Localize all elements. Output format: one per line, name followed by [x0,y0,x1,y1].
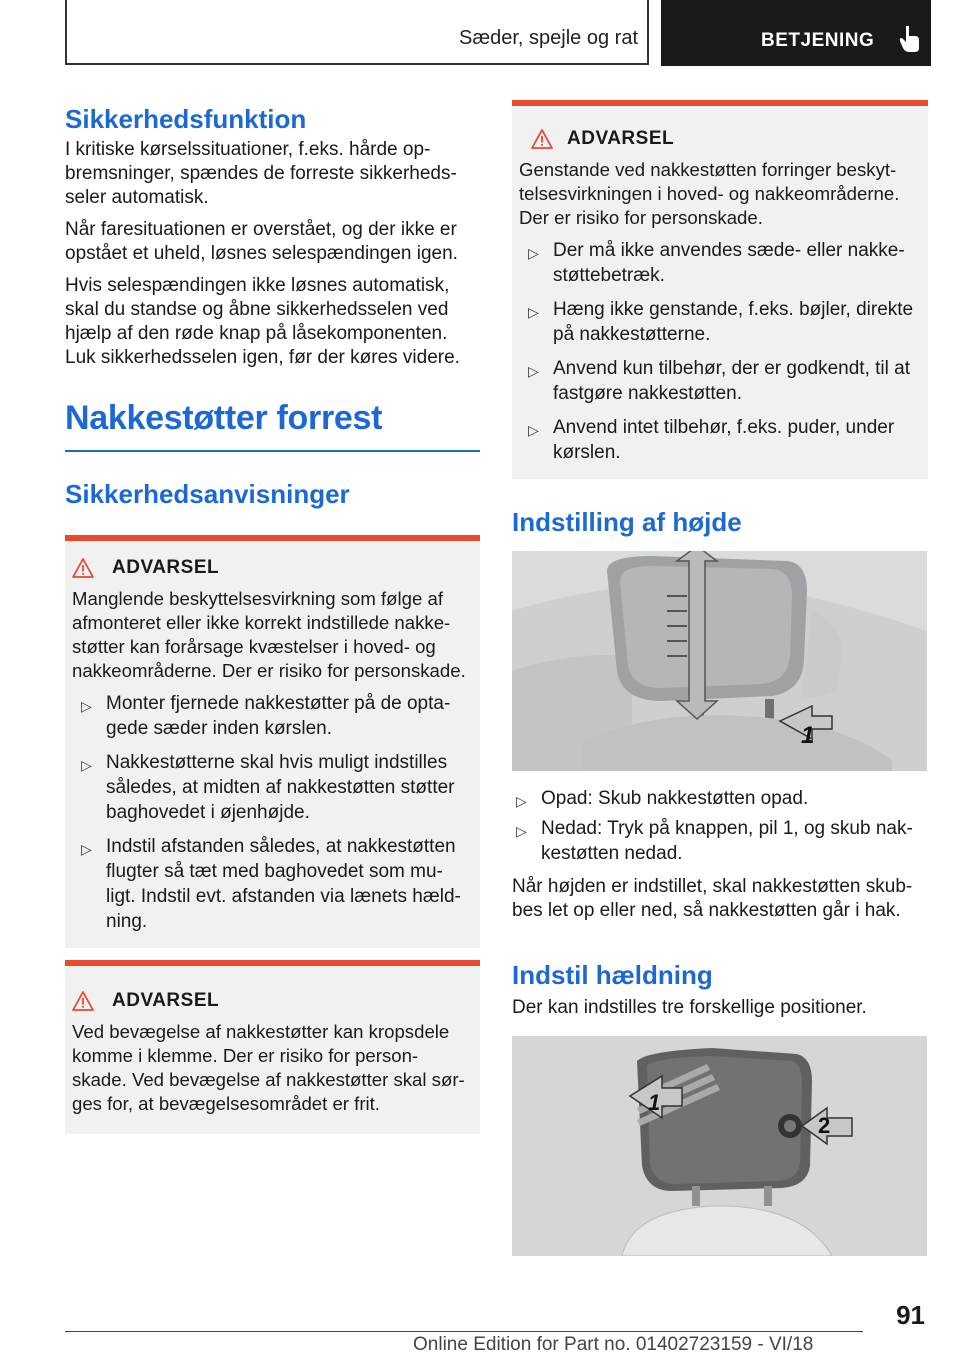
triangle-bullet-icon: ▷ [528,304,539,320]
warning-box-2 [65,960,480,1134]
pointing-hand-icon [897,24,923,54]
warning-title: ADVARSEL [112,990,220,1011]
warning-triangle-icon [531,129,553,149]
warning-text: Genstande ved nakkestøtten forringer beskyt-telsesvirkningen i hoved- og nakkeområderne. Der er risiko for personskade. [519,159,900,228]
safety-paragraph-1: I kritiske kørselssituationer, f.eks. hårde op-bremsninger, spændes de forreste sikkerheds-seler automatisk. [65,139,457,208]
arrow-label-1: 1 [801,722,815,749]
header-divider-right [647,0,649,65]
height-adjustment-heading: Indstilling af højde [512,507,742,537]
header-divider-left [65,0,67,65]
triangle-bullet-icon: ▷ [516,793,527,809]
list-item: ▷ Anvend intet tilbehør, f.eks. puder, under kørslen. [528,417,895,463]
height-steps-list [512,786,928,866]
warning-text: Ved bevægelse af nakkestøtter kan kropsdele komme i klemme. Der er risiko for person-skade. Ved bevægelse af nakkestøtter skal sør-ges for, at bevægelsesområdet er frit. [72,1021,465,1114]
edition-footer: Online Edition for Part no. 01402723159 - VI/18 [413,1334,814,1355]
triangle-bullet-icon: ▷ [528,245,539,261]
header-chapter-label: BETJENING [761,30,875,51]
headrests-front-heading: Nakkestøtter forrest [65,399,383,437]
safety-instructions-heading: Sikkerhedsanvisninger [65,479,350,509]
header-section-title: Sæder, spejle og rat [459,27,638,49]
list-item: ▷ Anvend kun tilbehør, der er godkendt, til at fastgøre nakkestøtten. [528,358,910,404]
warning-box-1 [65,535,480,948]
warning-list [519,238,920,465]
headrest-height-illustration [512,551,927,771]
tilt-paragraph: Der kan indstilles tre forskellige positioner. [512,997,867,1018]
list-item: ▷ Nakkestøtterne skal hvis muligt indstilles således, at midten af nakkestøtten støtter baghovedet i øjenhøjde. [81,752,455,823]
triangle-bullet-icon: ▷ [516,823,527,839]
list-item: ▷ Nedad: Tryk på knappen, pil 1, og skub nak-kestøtten nedad. [516,818,913,864]
warning-title: ADVARSEL [567,128,675,149]
left-column [65,100,480,1134]
warning-text: Manglende beskyttelsesvirkning som følge af afmonteret eller ikke korrekt indstillede nakke-støtter kan forårsage kvæstelser i hoved- og nakkeområderne. Der er risiko for personskade. [72,588,466,681]
right-column [512,100,928,479]
warning-title: ADVARSEL [112,557,220,578]
header-chapter-tab [661,0,931,66]
heading-rule [65,450,480,452]
list-item: ▷ Monter fjernede nakkestøtter på de opta-gede sæder inden kørslen. [81,693,451,739]
warning-triangle-icon [72,991,94,1011]
triangle-bullet-icon: ▷ [81,841,92,857]
warning-box-3 [512,100,928,479]
tilt-heading: Indstil hældning [512,960,713,990]
height-paragraph: Når højden er indstillet, skal nakkestøtten skub-bes let op eller ned, så nakkestøtten går i hak. [512,876,913,921]
warning-triangle-icon [72,558,94,578]
safety-paragraph-2: Når faresituationen er overstået, og der ikke er opstået et uheld, løsnes selespændingen igen. [65,219,458,264]
arrow-label-1: 1 [648,1090,661,1115]
safety-function-heading: Sikkerhedsfunktion [65,104,307,134]
safety-paragraph-3: Hvis selespændingen ikke løsnes automatisk, skal du standse og åbne sikkerhedsselen ved hjælp af den røde knap på låsekomponenten. Luk sikkerhedsselen igen, før der køres videre. [65,275,460,368]
footer-rule [65,1331,863,1332]
list-item: ▷ Der må ikke anvendes sæde- eller nakke-støttebetræk. [528,240,905,286]
triangle-bullet-icon: ▷ [81,757,92,773]
arrow-label-2: 2 [818,1113,831,1138]
triangle-bullet-icon: ▷ [528,363,539,379]
headrest-tilt-illustration [512,1036,927,1256]
list-item: ▷ Hæng ikke genstande, f.eks. bøjler, direkte på nakkestøtterne. [528,299,914,345]
header-underline [65,63,648,65]
triangle-bullet-icon: ▷ [81,698,92,714]
page-number: 91 [896,1300,925,1330]
list-item: ▷ Opad: Skub nakkestøtten opad. [512,786,928,811]
list-item: ▷ Indstil afstanden således, at nakkestøtten flugter så tæt med baghovedet som mu-ligt. Indstil evt. afstanden via lænets hæld-ning. [81,836,461,932]
triangle-bullet-icon: ▷ [528,422,539,438]
warning-list [72,691,472,934]
